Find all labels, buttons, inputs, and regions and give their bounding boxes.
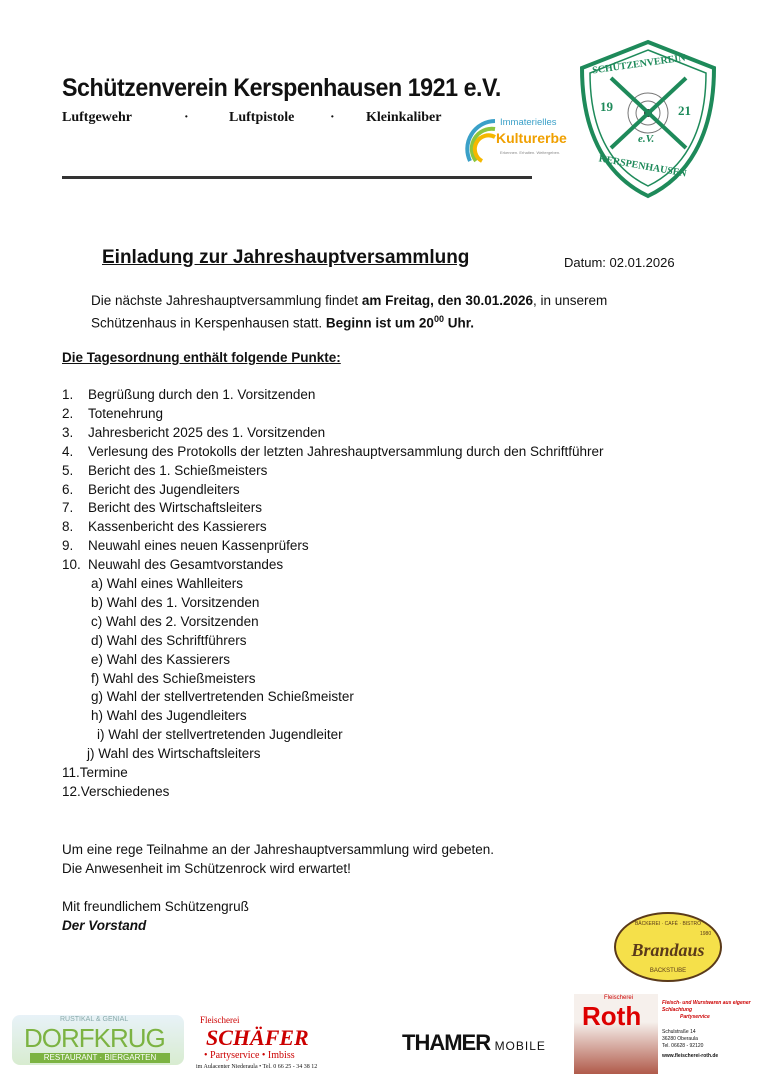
roth-logo: Fleischerei Roth — [574, 994, 658, 1074]
club-name: Schützenverein Kerspenhausen 1921 e.V. — [62, 74, 501, 102]
agenda-subitem: a) Wahl eines Wahlleiters — [91, 576, 244, 591]
agenda-text: Neuwahl eines neuen Kassenprüfers — [88, 538, 309, 554]
agenda-text: Bericht des 1. Schießmeisters — [88, 462, 268, 478]
agenda-number: 3. — [62, 424, 74, 440]
agenda-item: 12.Verschiedenes — [62, 783, 170, 799]
agenda-subitem: d) Wahl des Schriftführers — [91, 632, 247, 648]
agenda-subitem: b) Wahl des 1. Vorsitzenden — [91, 594, 260, 610]
agenda-subitem: j) Wahl des Wirtschaftsleiters — [87, 746, 261, 762]
agenda-number: 9. — [62, 538, 74, 554]
document-date: Datum: 02.01.2026 — [564, 255, 675, 270]
agenda-item: 11.Termine — [62, 765, 128, 780]
agenda-heading: Die Tagesordnung enthält folgende Punkte: — [62, 350, 341, 365]
dorfkrug-logo: RUSTIKAL & GENIAL DORFKRUG RESTAURANT · BIERGARTEN — [12, 1015, 184, 1065]
agenda-number: 5. — [62, 462, 74, 478]
agenda-text: Begrüßung durch den 1. Vorsitzenden — [88, 387, 316, 402]
intro-paragraph: Die nächste Jahreshauptversammlung findet am Freitag, den 30.01.2026, in unserem Schützenhaus in Kerspenhausen statt. Beginn ist um $20^{00}$ Uhr. — [91, 293, 608, 331]
greeting: Mit freundlichem Schützengruß — [62, 899, 249, 914]
agenda-subitem: g) Wahl der stellvertretenden Schießmeister — [91, 689, 354, 705]
agenda-text: Jahresbericht 2025 des 1. Vorsitzenden — [88, 424, 326, 440]
agenda-text: Kassenbericht des Kassierers — [88, 519, 267, 535]
agenda-number: 1. — [62, 387, 74, 402]
agenda-number: 10. — [62, 557, 81, 573]
brandaus-logo: BÄCKEREI · CAFÉ · BISTRO 1980 Brandaus BACKSTUBE — [614, 912, 722, 982]
agenda-subitem: h) Wahl des Jugendleiters — [91, 708, 247, 724]
discipline: Luftgewehr — [62, 110, 132, 125]
agenda-subitem: i) Wahl der stellvertretenden Jugendleiter — [97, 727, 343, 743]
page-title: Einladung zur Jahreshauptversammlung — [102, 247, 470, 268]
agenda-text: Bericht des Wirtschaftsleiters — [88, 500, 263, 516]
agenda-number: 2. — [62, 405, 74, 421]
signature: Der Vorstand — [62, 918, 147, 933]
agenda-number: 6. — [62, 481, 74, 497]
agenda-number: 7. — [62, 500, 74, 516]
closing-text: Um eine rege Teilnahme an der Jahreshauptversammlung wird gebeten. Die Anwesenheit im Schützenrock wird erwartet! — [62, 842, 494, 876]
agenda-text: Bericht des Jugendleiters — [88, 481, 240, 497]
discipline: Kleinkaliber — [366, 110, 442, 125]
discipline: Luftpistole — [229, 110, 295, 125]
separator: · — [330, 110, 335, 125]
agenda-number: 8. — [62, 519, 74, 535]
agenda-text: Verlesung des Protokolls der letzten Jahreshauptversammlung durch den Schriftführer — [88, 443, 604, 459]
club-crest: SCHÜTZENVEREIN 19 21 e.V. KERSPENHAUSEN — [576, 38, 720, 200]
agenda-text: Neuwahl des Gesamtvorstandes — [88, 557, 284, 573]
agenda-text: Totenehrung — [88, 405, 164, 421]
thamer-logo: THAMER MOBILE — [402, 1030, 546, 1055]
header-divider — [62, 176, 532, 179]
roth-details: Fleisch- und Wurstwaren aus eigener Schlachtung Partyservice Schulstraße 14 36280 Oberaula Tel. 06628 - 92120 www.fleischerei-roth.de — [662, 1000, 751, 1059]
agenda-number: 4. — [62, 443, 74, 459]
agenda-subitem: f) Wahl des Schießmeisters — [91, 670, 256, 686]
schaefer-logo: Fleischerei SCHÄFER • Partyservice • Imbiss im Aulacenter Niederaula • Tel. 0 66 25 - 34 38 12 — [196, 1015, 318, 1070]
kulturerbe-logo: Immaterielles Kulturerbe Erkennen. Erhalten. Weitergeben. — [460, 115, 570, 170]
separator: · — [184, 110, 189, 125]
agenda-subitem: c) Wahl des 2. Vorsitzenden — [91, 613, 259, 629]
agenda-subitem: e) Wahl des Kassierers — [91, 651, 231, 667]
